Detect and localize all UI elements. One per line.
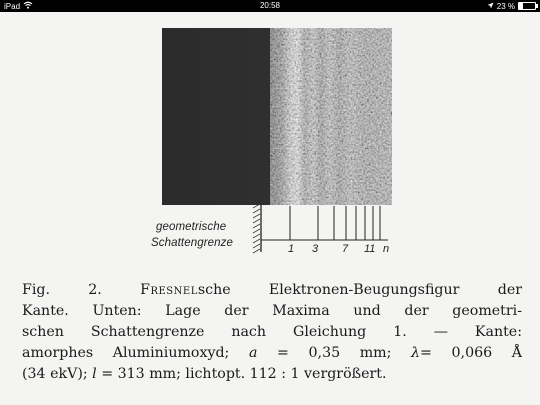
caption-line-4 [22,343,522,364]
variable-l: l [92,366,97,382]
battery-fill [519,3,523,9]
scale-label-line2: Schattengrenze [151,237,233,249]
book-page [0,12,540,405]
device-name: iPad [4,1,21,11]
caption-line-3: schen Schattengrenze nach Gleichung 1. — Kante: [22,324,522,340]
variable-a: a [248,345,258,361]
status-bar [0,0,540,12]
caption-text: (34 ekV); [22,366,93,382]
battery-percent: 23 % [496,1,515,11]
tick-label-3: 3 [312,243,319,255]
tick-label-n: n [383,243,390,255]
variable-lambda: λ [411,345,421,361]
caption-line-5 [22,364,522,385]
caption-text: sche Elektronen-Beugungsfigur der [197,282,522,298]
caption-text: = 0,066 Å [420,345,522,361]
author-name: Fresnel [140,282,198,298]
caption-text: amorphes Aluminiumoxyd; [22,345,249,361]
maxima-ticks [290,206,380,240]
tick-label-1: 1 [288,243,295,255]
caption-line-2: Kante. Unten: Lage der Maxima und der geometri- [22,303,522,319]
shadow-edge-marker [253,204,261,253]
battery-icon [518,2,536,10]
diffraction-photo [162,28,392,205]
status-right [487,0,536,12]
clock: 20:58 [259,1,281,10]
caption-text: = 313 mm; lichtopt. 112 : 1 vergrößert. [96,366,387,382]
figure-number: Fig. 2. [22,282,141,298]
scale-label-line1: geometrische [156,221,227,233]
tick-label-7: 7 [342,243,349,255]
caption-text: = 0,35 mm; [257,345,412,361]
maxima-scale [150,198,410,268]
figure-caption [22,280,522,385]
caption-line-1 [22,280,522,301]
location-icon [487,2,494,11]
tick-label-11: 11 [364,243,376,255]
